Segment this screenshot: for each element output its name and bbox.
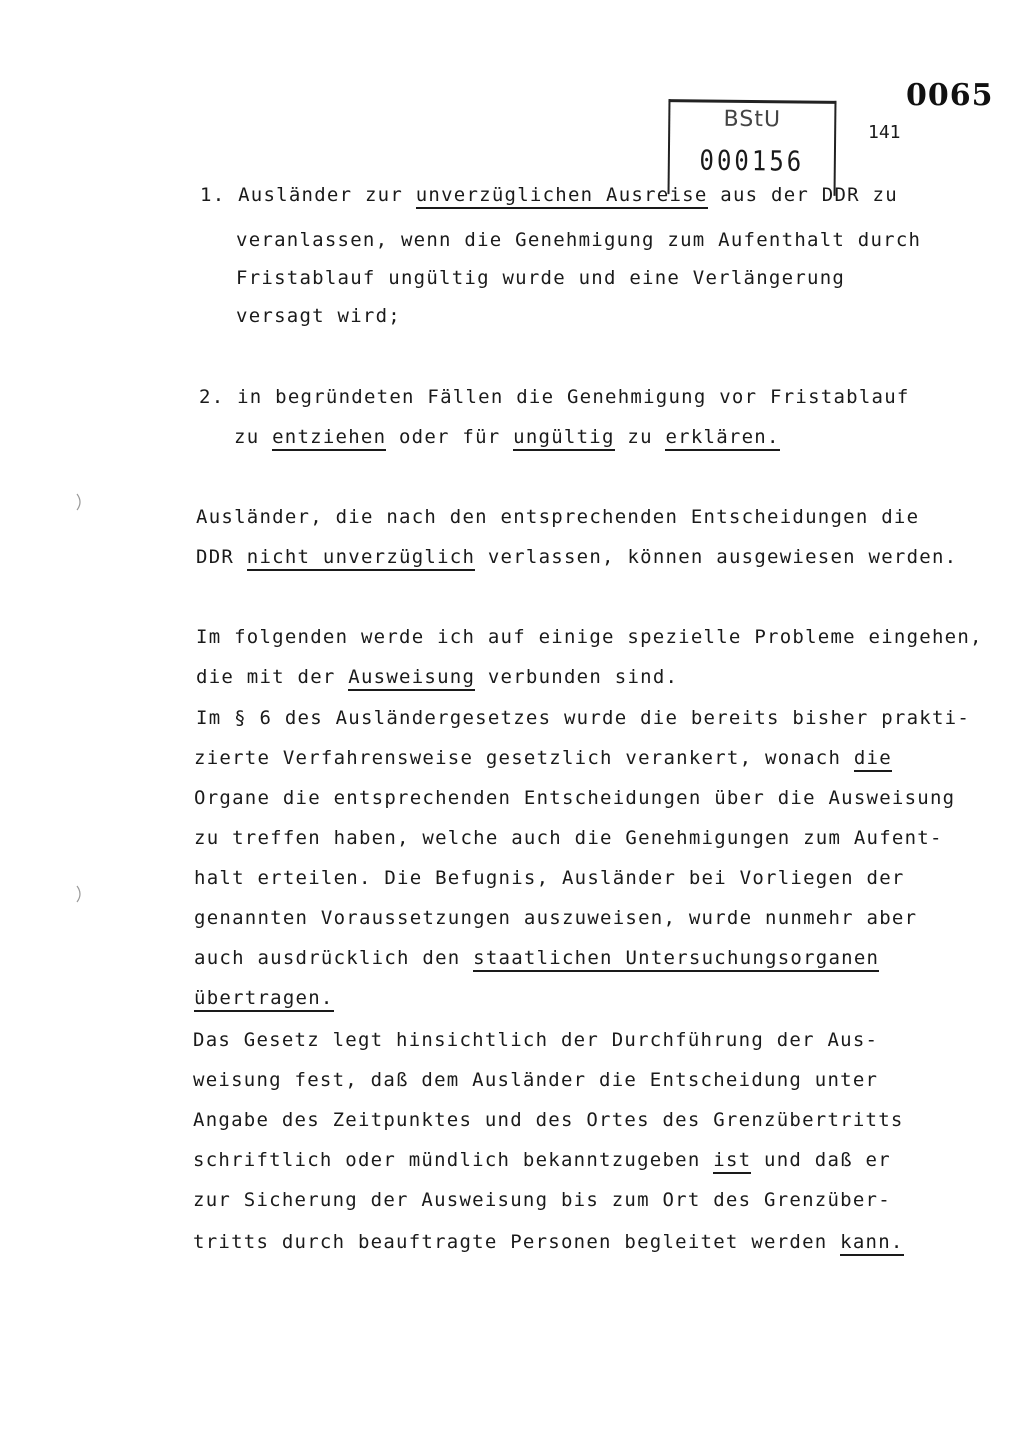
- margin-mark: [74, 492, 86, 512]
- item2-line2: zu entziehen oder für ungültig zu erklären.: [234, 425, 780, 449]
- underlined-word: Ausweisung: [348, 666, 475, 691]
- item2-line1: 2. in begründeten Fällen die Genehmigung vor Fristablauf: [199, 386, 910, 408]
- paragraph1-line2: DDR nicht unverzüglich verlassen, können ausgewiesen werden.: [196, 545, 957, 569]
- paragraph3-line6: genannten Voraussetzungen auszuweisen, wurde nunmehr aber: [194, 907, 918, 929]
- paragraph4-line3: Angabe des Zeitpunktes und des Ortes des Grenzübertritts: [193, 1109, 904, 1131]
- paragraph3-line4: zu treffen haben, welche auch die Genehmigungen zum Aufent-: [194, 827, 943, 849]
- archive-number: 0065: [906, 78, 994, 113]
- paragraph4-line2: weisung fest, daß dem Ausländer die Entscheidung unter: [193, 1069, 879, 1091]
- paragraph4-line6: tritts durch beauftragte Personen begleitet werden kann.: [193, 1230, 904, 1254]
- paragraph2-line1: Im folgenden werde ich auf einige spezielle Probleme eingehen,: [196, 626, 983, 648]
- item1-line2: veranlassen, wenn die Genehmigung zum Aufenthalt durch: [236, 229, 922, 251]
- paragraph2-line2: die mit der Ausweisung verbunden sind.: [196, 665, 678, 689]
- underlined-word: die: [854, 747, 892, 772]
- underlined-word: ist: [713, 1149, 751, 1174]
- paragraph4-line1: Das Gesetz legt hinsichtlich der Durchführung der Aus-: [193, 1029, 879, 1051]
- item1-line4: versagt wird;: [236, 305, 401, 327]
- paragraph4-line5: zur Sicherung der Ausweisung bis zum Ort des Grenzüber-: [193, 1189, 891, 1211]
- paragraph4-line4: schriftlich oder mündlich bekanntzugeben ist und daß er: [193, 1148, 891, 1172]
- paragraph3-line2: zierte Verfahrensweise gesetzlich verankert, wonach die: [194, 746, 892, 770]
- paragraph3-line8: [194, 986, 334, 1010]
- page-number: 141: [868, 122, 901, 143]
- stamp-label: BStU: [723, 106, 782, 133]
- bstu-stamp: [668, 99, 837, 196]
- underlined-phrase: unverzüglichen Ausreise: [416, 184, 708, 209]
- paragraph1-line1: Ausländer, die nach den entsprechenden Entscheidungen die: [196, 506, 920, 528]
- paragraph3-line7: auch ausdrücklich den staatlichen Untersuchungsorganen: [194, 946, 879, 970]
- item1-line1: 1. Ausländer zur unverzüglichen Ausreise aus der DDR zu: [200, 183, 898, 207]
- stamp-number: 000156: [699, 144, 805, 178]
- underlined-word: ungültig: [513, 426, 615, 451]
- underlined-word: entziehen: [272, 426, 386, 451]
- paragraph3-line5: halt erteilen. Die Befugnis, Ausländer bei Vorliegen der: [194, 867, 905, 889]
- underlined-word: kann.: [840, 1231, 903, 1256]
- underlined-word: übertragen.: [194, 987, 334, 1012]
- paragraph3-line3: Organe die entsprechenden Entscheidungen über die Ausweisung: [194, 787, 956, 809]
- paragraph3-line1: Im § 6 des Ausländergesetzes wurde die bereits bisher prakti-: [196, 707, 971, 729]
- underlined-word: erklären.: [665, 426, 779, 451]
- underlined-phrase: nicht unverzüglich: [247, 546, 475, 571]
- underlined-phrase: staatlichen Untersuchungsorganen: [473, 947, 879, 972]
- margin-mark: [74, 884, 86, 904]
- item1-line3: Fristablauf ungültig wurde und eine Verlängerung: [236, 267, 846, 289]
